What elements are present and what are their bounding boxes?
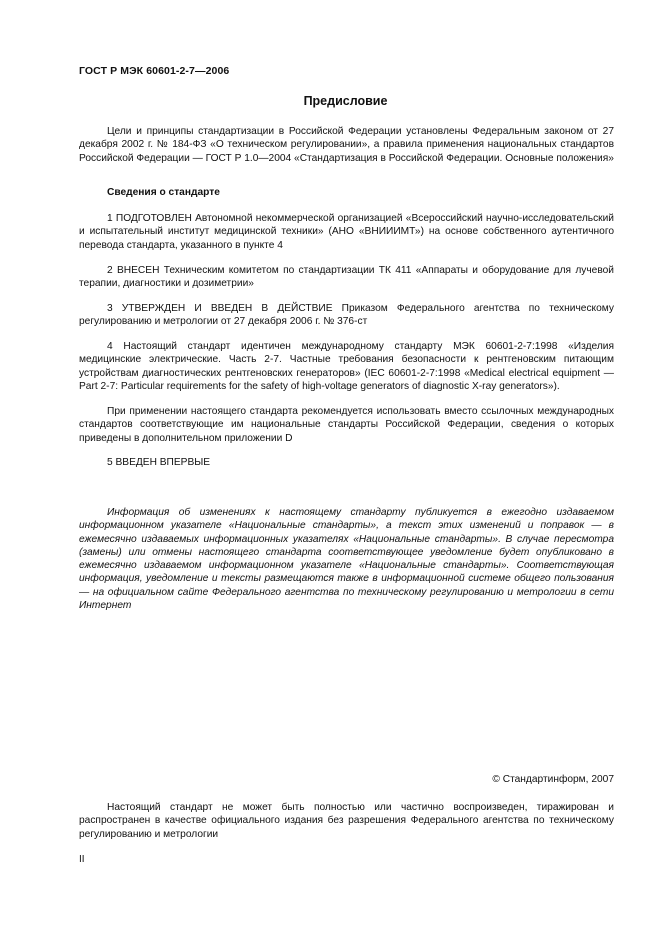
intro-paragraph: Цели и принципы стандартизации в Российской Федерации установлены Федеральным законом от 27 декабря 2002 г. № 184-ФЗ «О техническом регулировании», а правила применения национальных стандартов Российской Федерации — ГОСТ Р 1.0—2004 «Стандартизация в Российской Федерации. Основные положения» [79, 126, 614, 164]
item-1-prepared: 1 ПОДГОТОВЛЕН Автономной некоммерческой организацией «Всероссийский научно-исследовательский и испытательный институт медицинской техники» (АНО «ВНИИИМТ») на основе собственного аутентичного перевода стандарта, указанного в пункте 4 [79, 213, 614, 251]
copyright-line: © Стандартинформ, 2007 [492, 774, 614, 785]
page-number: II [79, 854, 85, 865]
item-4-identical: 4 Настоящий стандарт идентичен международному стандарту МЭК 60601-2-7:1998 «Изделия медицинские электрические. Часть 2-7. Частные требования безопасности к рентгеновским питающим устройствам диагностических рентгеновских генераторов» (IEC 60601-2-7:1998 «Medical electrical equipment — Part 2-7: Particular requirements for the safety of high-voltage generators of diagnostic X-ray generators»). [79, 341, 614, 392]
about-standard-heading: Сведения о стандарте [107, 187, 220, 198]
item-5-first-introduced: 5 ВВЕДЕН ВПЕРВЫЕ [107, 457, 211, 468]
item-2-submitted: 2 ВНЕСЕН Техническим комитетом по стандартизации ТК 411 «Аппараты и оборудование для лучевой терапии, диагностики и дозиметрии» [79, 265, 614, 290]
item-4-application-note: При применении настоящего стандарта рекомендуется использовать вместо ссылочных международных стандартов соответствующие им национальные стандарты Российской Федерации, сведения о которых приведены в дополнительном приложении D [79, 406, 614, 444]
changes-notice: Информация об изменениях к настоящему стандарту публикуется в ежегодно издаваемом информационном указателе «Национальные стандарты», а текст этих изменений и поправок — в ежемесячно издаваемых информационных указателях «Национальные стандарты». В случае пересмотра (замены) или отмены настоящего стандарта соответствующее уведомление будет опубликовано в ежемесячно издаваемом информационном указателе «Национальные стандарты». Соответствующая информация, уведомление и тексты размещаются также в информационной системе общего пользования — на официальном сайте Федерального агентства по техническому регулированию и метрологии в сети Интернет [79, 507, 614, 612]
reproduction-notice: Настоящий стандарт не может быть полностью или частично воспроизведен, тиражирован и распространен в качестве официального издания без разрешения Федерального агентства по техническому регулированию и метрологии [79, 802, 614, 840]
item-3-approved: 3 УТВЕРЖДЕН И ВВЕДЕН В ДЕЙСТВИЕ Приказом Федерального агентства по техническому регулированию и метрологии от 27 декабря 2006 г. № 376-ст [79, 303, 614, 328]
page-title: Предисловие [303, 94, 388, 108]
document-code-header: ГОСТ Р МЭК 60601-2-7—2006 [79, 65, 230, 77]
